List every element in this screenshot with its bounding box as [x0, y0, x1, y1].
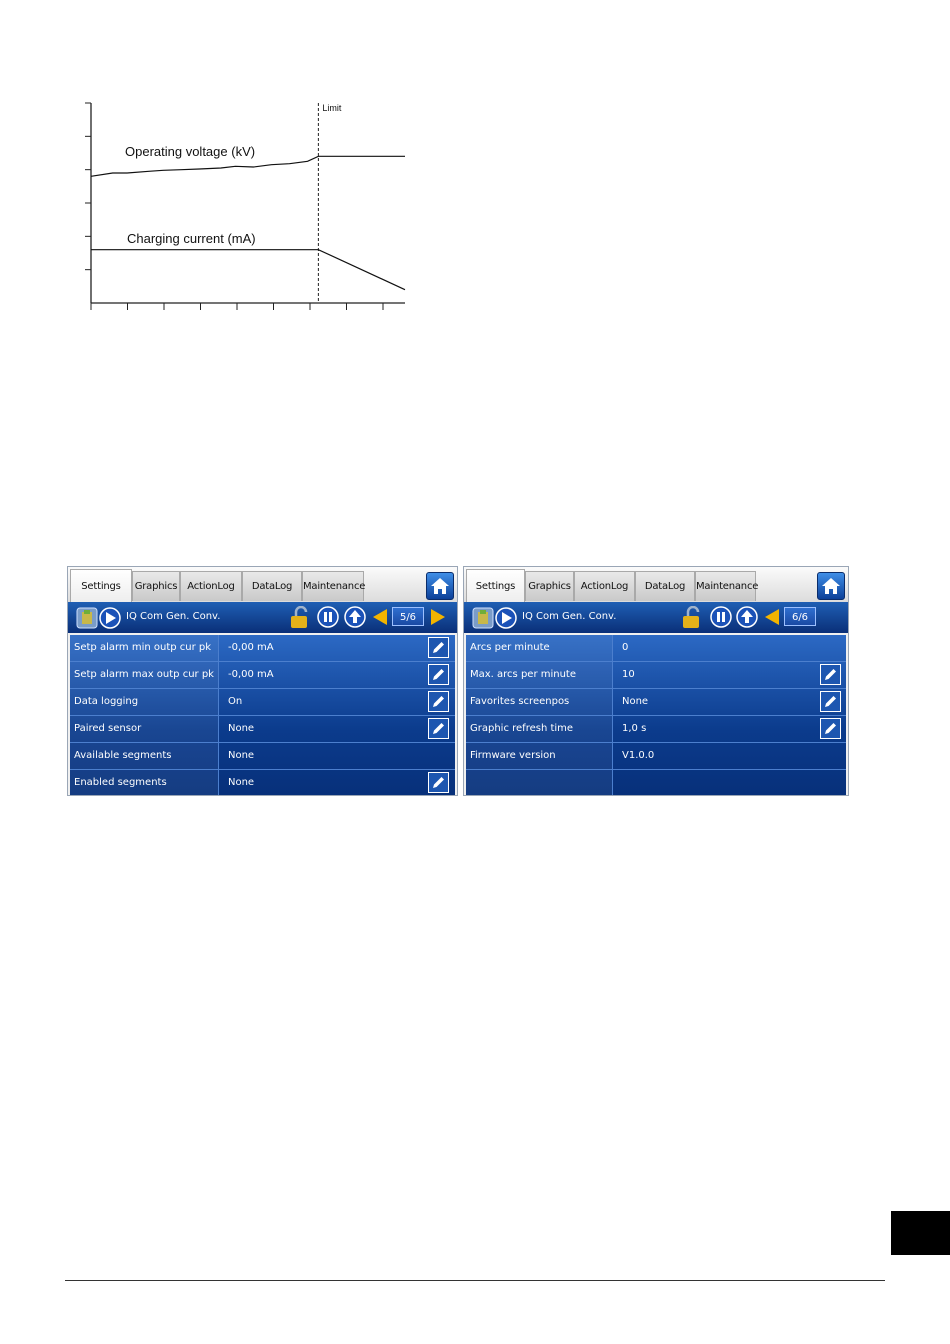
- limit-label: Limit: [322, 103, 342, 113]
- setting-value: -0,00 mA: [228, 669, 274, 680]
- home-icon: [818, 573, 844, 599]
- pencil-icon: [823, 667, 838, 682]
- tab-actionlog[interactable]: ActionLog: [574, 571, 635, 601]
- setting-value: On: [228, 696, 243, 707]
- series-line: [91, 250, 405, 290]
- edit-button[interactable]: [428, 772, 449, 793]
- voltage-current-chart: [0, 0, 420, 320]
- pencil-icon: [431, 694, 446, 709]
- edit-button[interactable]: [428, 691, 449, 712]
- settings-row[interactable]: [70, 635, 455, 662]
- settings-row[interactable]: [70, 743, 455, 770]
- setting-value: None: [228, 723, 255, 734]
- edit-button[interactable]: [428, 637, 449, 658]
- setting-label: Setp alarm max outp cur pk: [74, 669, 214, 680]
- setting-label: Graphic refresh time: [470, 723, 574, 734]
- tab-graphics[interactable]: Graphics: [132, 571, 180, 601]
- settings-row[interactable]: [466, 662, 846, 689]
- footer-rule: [65, 1280, 885, 1281]
- settings-list: [466, 635, 846, 795]
- tab-graphics[interactable]: Graphics: [525, 571, 574, 601]
- setting-label: Paired sensor: [74, 723, 142, 734]
- chart-marks: [91, 103, 405, 303]
- device-play-icon[interactable]: [472, 606, 518, 630]
- settings-list: [70, 635, 455, 795]
- settings-row[interactable]: [466, 635, 846, 662]
- settings-row[interactable]: [70, 716, 455, 743]
- setting-value: None: [228, 750, 255, 761]
- setting-label: Max. arcs per minute: [470, 669, 576, 680]
- upload-icon[interactable]: [344, 606, 366, 628]
- settings-row[interactable]: [466, 689, 846, 716]
- series-label: Operating voltage (kV): [125, 144, 256, 159]
- tab-datalog[interactable]: DataLog: [635, 571, 695, 601]
- tab-bar: [464, 567, 848, 602]
- chart-axes: [85, 103, 405, 310]
- setting-label: Enabled segments: [74, 777, 167, 788]
- settings-row[interactable]: [70, 689, 455, 716]
- settings-panel-page-5: [67, 566, 458, 796]
- pencil-icon: [431, 640, 446, 655]
- setting-label: Arcs per minute: [470, 642, 550, 653]
- tab-datalog[interactable]: DataLog: [242, 571, 302, 601]
- tab-actionlog[interactable]: ActionLog: [180, 571, 242, 601]
- edit-button[interactable]: [820, 664, 841, 685]
- prev-page-icon[interactable]: [764, 608, 780, 626]
- pause-icon[interactable]: [710, 606, 732, 628]
- device-title: IQ Com Gen. Conv.: [126, 611, 221, 622]
- pause-icon[interactable]: [317, 606, 339, 628]
- pencil-icon: [431, 775, 446, 790]
- edit-button[interactable]: [820, 691, 841, 712]
- page-indicator: 5/6: [392, 607, 424, 626]
- unlock-icon[interactable]: [680, 606, 702, 630]
- page-indicator: 6/6: [784, 607, 816, 626]
- panel-toolbar: [68, 602, 457, 633]
- setting-value: None: [228, 777, 255, 788]
- panel-toolbar: [464, 602, 848, 633]
- tab-settings[interactable]: Settings: [70, 569, 132, 602]
- setting-value: V1.0.0: [622, 750, 655, 761]
- page-tab-marker: [891, 1211, 950, 1255]
- tab-settings[interactable]: Settings: [466, 569, 525, 602]
- unlock-icon[interactable]: [288, 606, 310, 630]
- settings-row[interactable]: [466, 716, 846, 743]
- edit-button[interactable]: [428, 718, 449, 739]
- home-button[interactable]: [817, 572, 845, 600]
- pencil-icon: [823, 721, 838, 736]
- setting-value: -0,00 mA: [228, 642, 274, 653]
- setting-value: None: [622, 696, 649, 707]
- tab-bar: [68, 567, 457, 602]
- edit-button[interactable]: [820, 718, 841, 739]
- setting-value: 0: [622, 642, 629, 653]
- setting-label: Favorites screenpos: [470, 696, 570, 707]
- edit-button[interactable]: [428, 664, 449, 685]
- setting-value: 10: [622, 669, 635, 680]
- device-play-icon[interactable]: [76, 606, 122, 630]
- series-line: [91, 156, 405, 176]
- setting-label: Available segments: [74, 750, 172, 761]
- settings-row[interactable]: [466, 743, 846, 770]
- device-title: IQ Com Gen. Conv.: [522, 611, 617, 622]
- series-label: Charging current (mA): [127, 231, 256, 246]
- next-page-icon[interactable]: [430, 608, 446, 626]
- prev-page-icon[interactable]: [372, 608, 388, 626]
- pencil-icon: [823, 694, 838, 709]
- pencil-icon: [431, 721, 446, 736]
- home-icon: [427, 573, 453, 599]
- settings-panel-page-6: [463, 566, 849, 796]
- setting-label: Setp alarm min outp cur pk: [74, 642, 212, 653]
- setting-value: 1,0 s: [622, 723, 647, 734]
- pencil-icon: [431, 667, 446, 682]
- upload-icon[interactable]: [736, 606, 758, 628]
- settings-row[interactable]: [70, 770, 455, 796]
- tab-maintenance[interactable]: Maintenance: [695, 571, 756, 601]
- setting-label: Data logging: [74, 696, 139, 707]
- settings-row[interactable]: [70, 662, 455, 689]
- home-button[interactable]: [426, 572, 454, 600]
- tab-maintenance[interactable]: Maintenance: [302, 571, 364, 601]
- setting-label: Firmware version: [470, 750, 556, 761]
